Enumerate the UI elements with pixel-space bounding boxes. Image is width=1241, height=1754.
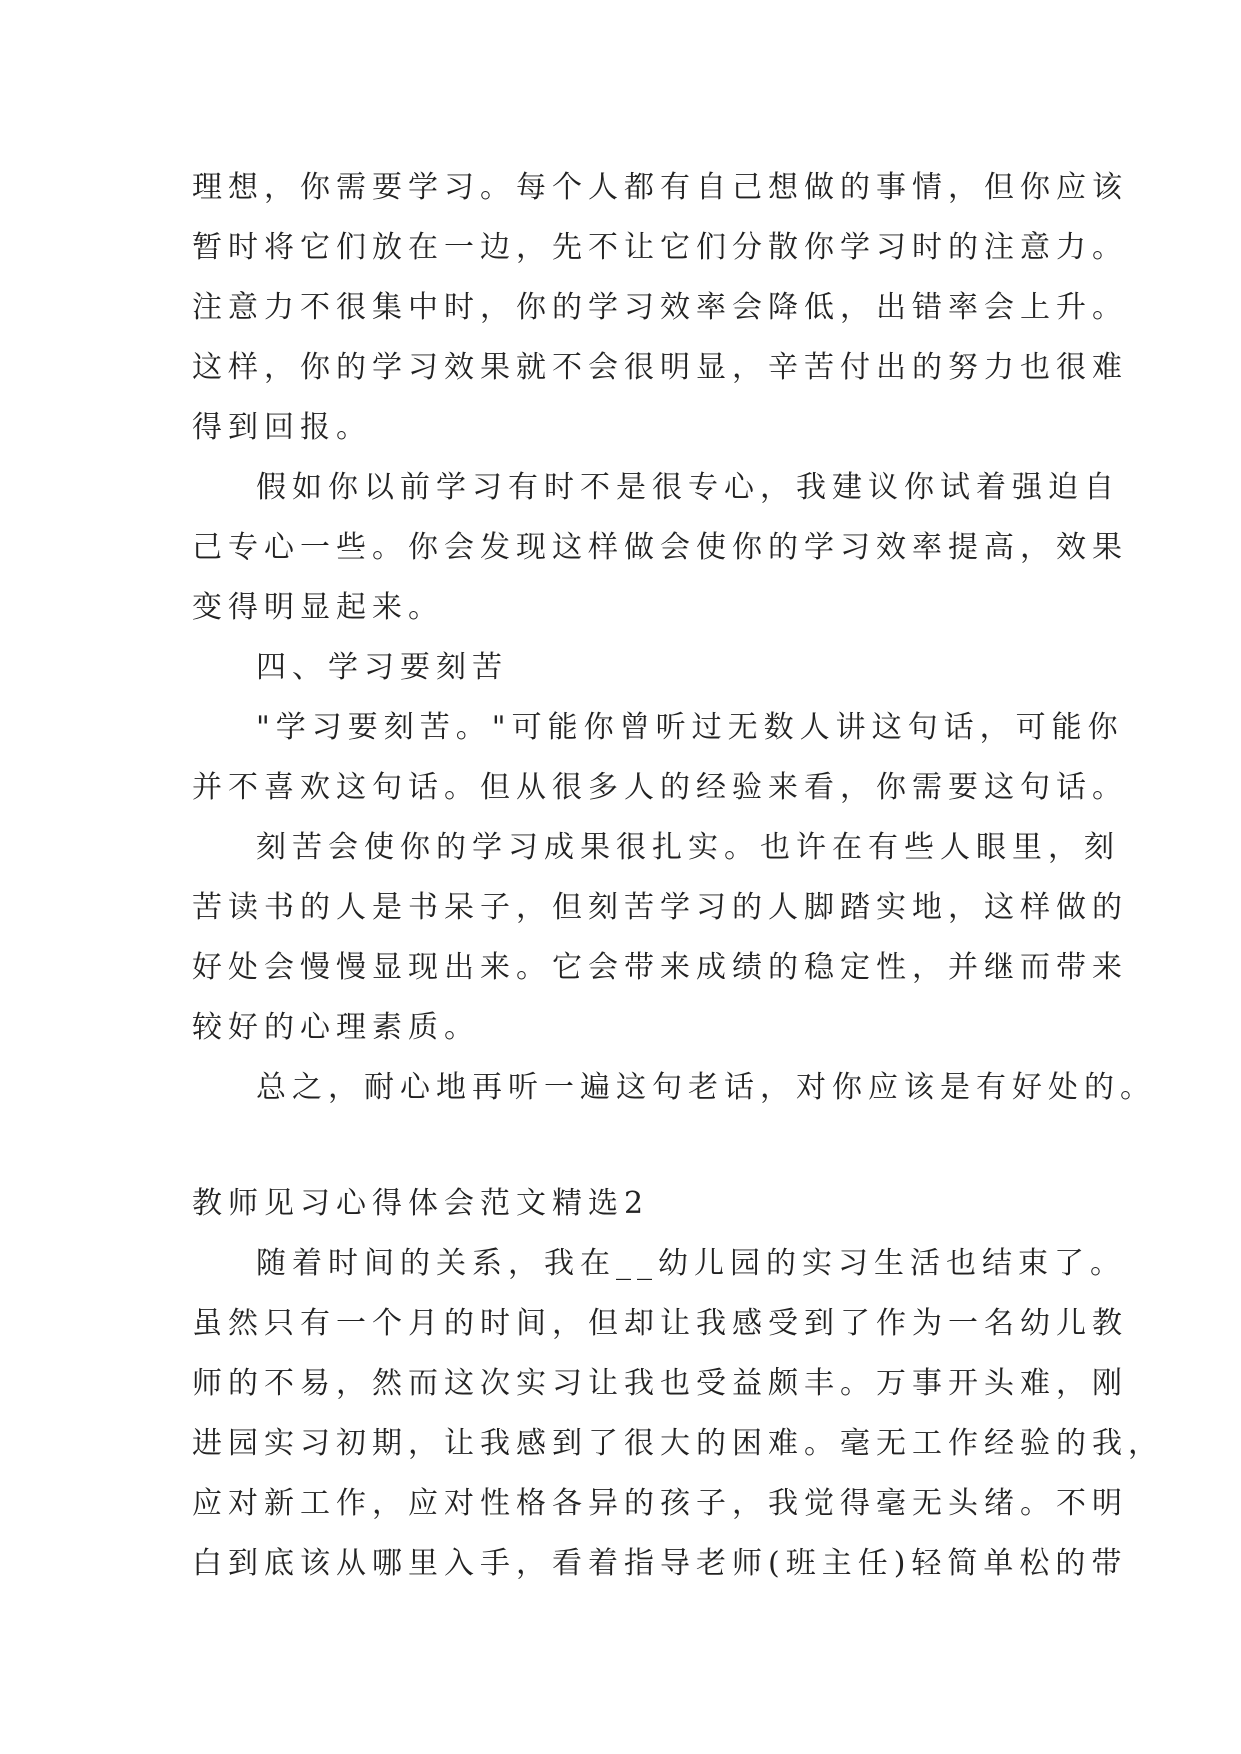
text-line: 白到底该从哪里入手，看着指导老师(班主任)轻简单松的带 <box>192 1546 1128 1581</box>
section-spacer <box>192 1118 1082 1174</box>
text-line: 进园实习初期，让我感到了很大的困难。毫无工作经验的我， <box>192 1426 1164 1461</box>
paragraph-diligence <box>192 818 1128 1058</box>
text-line: 师的不易，然而这次实习让我也受益颇丰。万事开头难，刚 <box>192 1366 1128 1401</box>
paragraph-internship <box>192 1234 1164 1594</box>
text-line: 总之，耐心地再听一遍这句老话，对你应该是有好处的。 <box>256 1070 1156 1105</box>
text-line: 虽然只有一个月的时间，但却让我感受到了作为一名幼儿教 <box>192 1306 1128 1341</box>
text-line: 理想，你需要学习。每个人都有自己想做的事情，但你应该 <box>192 170 1128 205</box>
text-line: 变得明显起来。 <box>192 590 444 625</box>
paragraph-focus <box>192 158 1128 458</box>
text-line: 假如你以前学习有时不是很专心，我建议你试着强迫自 <box>256 470 1120 505</box>
paragraph-conclusion <box>192 1058 1156 1118</box>
text-line: 暂时将它们放在一边，先不让它们分散你学习时的注意力。 <box>192 230 1128 265</box>
text-line: 应对新工作，应对性格各异的孩子，我觉得毫无头绪。不明 <box>192 1486 1128 1521</box>
text-line: 好处会慢慢显现出来。它会带来成绩的稳定性，并继而带来 <box>192 950 1128 985</box>
text-line: 苦读书的人是书呆子，但刻苦学习的人脚踏实地，这样做的 <box>192 890 1128 925</box>
text-line: 较好的心理素质。 <box>192 1010 480 1045</box>
text-line: 并不喜欢这句话。但从很多人的经验来看，你需要这句话。 <box>192 770 1128 805</box>
article-title: 教师见习心得体会范文精选2 <box>192 1186 650 1221</box>
document-body <box>192 158 1164 1594</box>
paragraph-quote <box>192 698 1128 818</box>
text-line: 得到回报。 <box>192 410 372 445</box>
text-line: 己专心一些。你会发现这样做会使你的学习效率提高，效果 <box>192 530 1128 565</box>
text-line: 注意力不很集中时，你的学习效率会降低，出错率会上升。 <box>192 290 1128 325</box>
paragraph-concentration <box>192 458 1128 638</box>
text-line: 随着时间的关系，我在__幼儿园的实习生活也结束了。 <box>256 1246 1126 1281</box>
text-line: 这样，你的学习效果就不会很明显，辛苦付出的努力也很难 <box>192 350 1128 385</box>
section-heading: 四、学习要刻苦 <box>256 650 508 685</box>
text-line: 刻苦会使你的学习成果很扎实。也许在有些人眼里，刻 <box>256 830 1120 865</box>
text-line: "学习要刻苦。"可能你曾听过无数人讲这句话，可能你 <box>256 710 1124 745</box>
